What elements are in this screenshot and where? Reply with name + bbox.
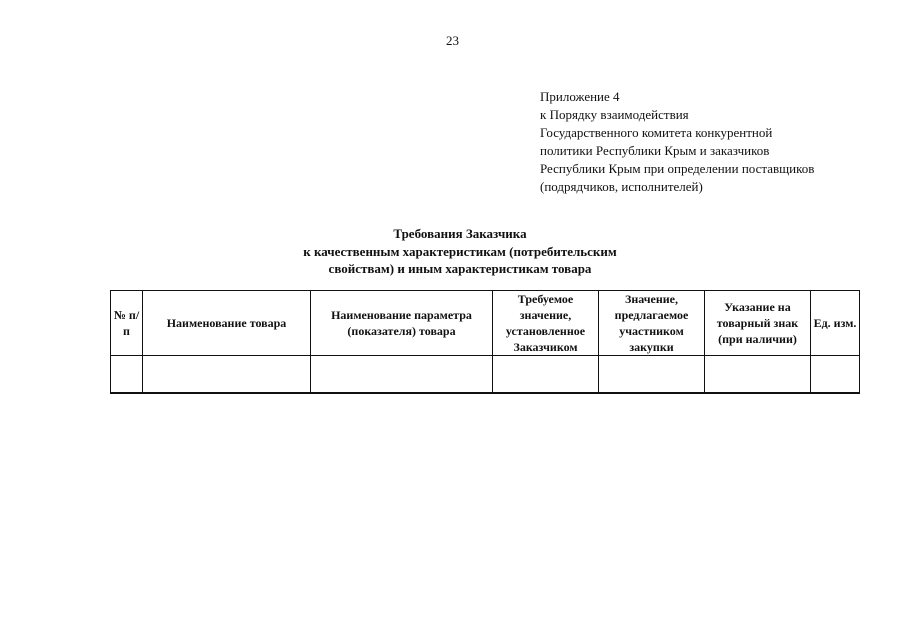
header-number: № п/п — [111, 291, 143, 356]
table-cell — [111, 356, 143, 394]
table-row — [111, 356, 860, 394]
header-product-name: Наименование товара — [143, 291, 311, 356]
appendix-line: политики Республики Крым и заказчиков — [540, 143, 770, 158]
header-unit: Ед. изм. — [811, 291, 860, 356]
appendix-line: Приложение 4 — [540, 89, 620, 104]
title-line: к качественным характеристикам (потребительским — [303, 243, 617, 259]
title-line: свойствам) и иным характеристикам товара — [328, 261, 592, 276]
table-cell — [811, 356, 860, 394]
title-line: Требования Заказчика — [393, 226, 527, 241]
appendix-line: (подрядчиков, исполнителей) — [540, 179, 703, 194]
document-title — [200, 225, 720, 278]
table-cell — [143, 356, 311, 394]
page-number: 23 — [446, 33, 459, 48]
header-trademark: Указание на товарный знак (при наличии) — [705, 291, 811, 356]
table-header-row — [111, 291, 860, 356]
header-offered-value: Значение, предлагаемое участником закупки — [599, 291, 705, 356]
appendix-line: к Порядку взаимодействия — [540, 107, 689, 122]
header-required-value: Требуемое значение, установленное Заказчиком — [493, 291, 599, 356]
table-cell — [599, 356, 705, 394]
table-cell — [493, 356, 599, 394]
appendix-note — [540, 88, 885, 196]
table-cell — [705, 356, 811, 394]
requirements-table — [110, 290, 860, 394]
appendix-line: Республики Крым при определении поставщиков — [540, 161, 815, 176]
table-cell — [311, 356, 493, 394]
header-parameter-name: Наименование параметра (показателя) товара — [311, 291, 493, 356]
appendix-line: Государственного комитета конкурентной — [540, 125, 773, 140]
